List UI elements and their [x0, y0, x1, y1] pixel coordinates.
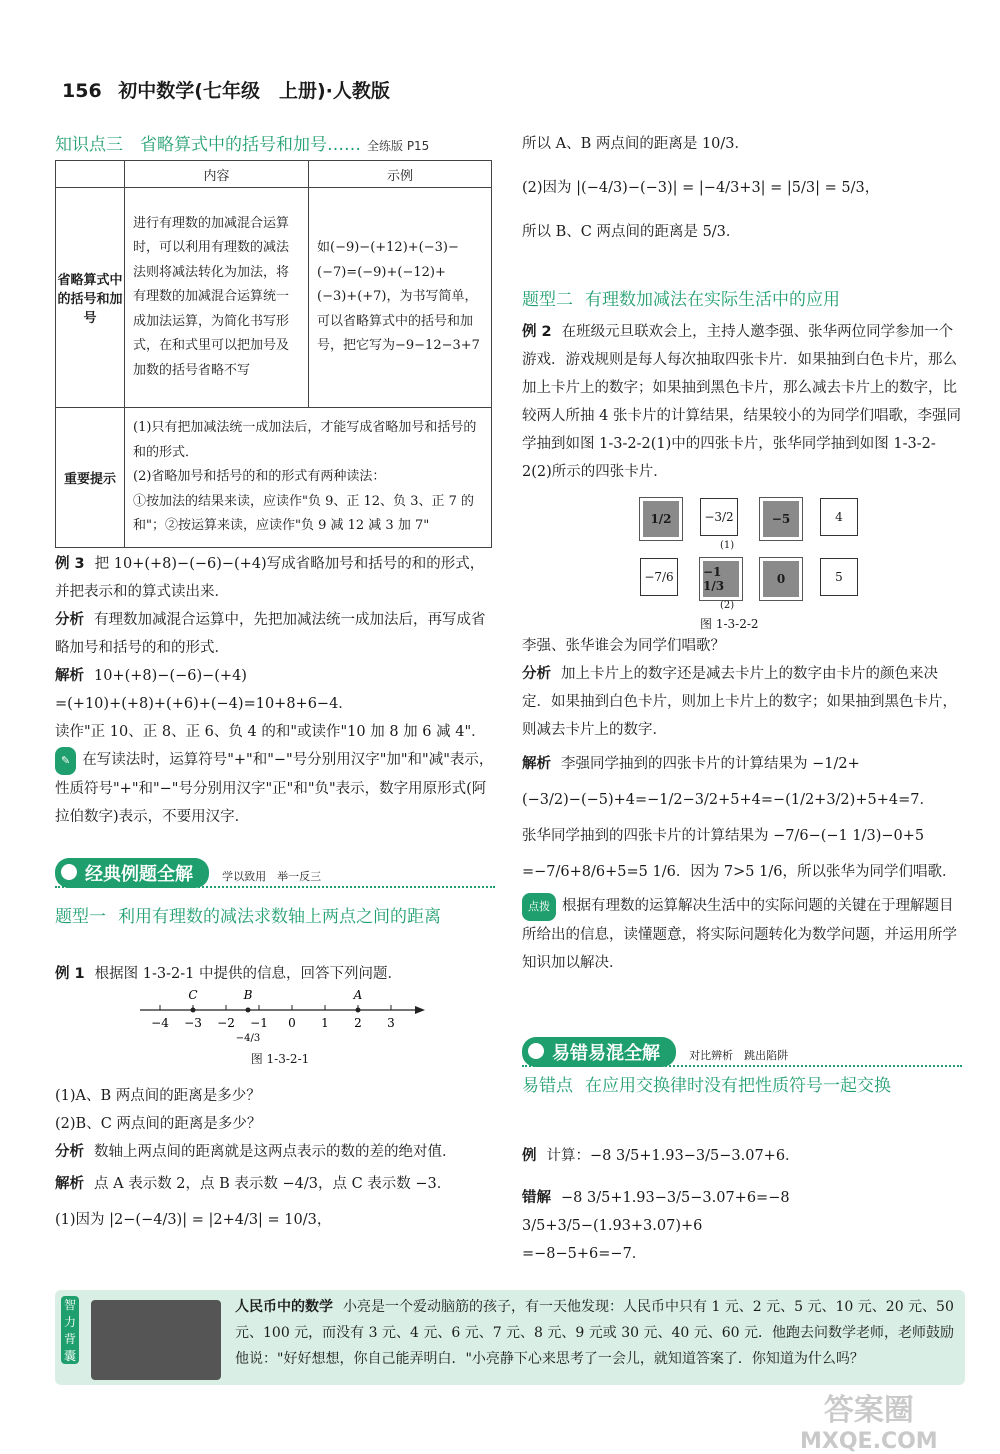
- example-1-continued: 所以 A、B 两点间的距离是 10/3． (2)因为 |(−4/3)−(−3)| = |−4/3+3| = |5/3| = 5/3， 所以 B、C 两点间的距离是 5/3．: [522, 136, 880, 240]
- fig2-caption: 图 1-3-2-2: [700, 617, 759, 631]
- type1-heading: 题型一 利用有理数的减法求数轴上两点之间的距离: [55, 907, 441, 927]
- row2-content: (1)只有把加减法统一成加法后，才能写成省略加号和括号的和的形式． (2)省略加号和括号的和的形式有两种读法： ①按加法的结果来读，应读作"负 9、正 12、负 3、正 7 的和"；②按运算来读，应读作"负 9 减 12 减 3 加 7": [125, 408, 492, 548]
- tick-label: −1: [250, 1016, 268, 1030]
- example-1-body: (1)A、B 两点间的距离是多少？ (2)B、C 两点间的距离是多少？ 分析 数轴上两点间的距离就是这两点表示的数的差的绝对值． 解析 点 A 表示数 2，点 B 表示数 −4/3，点 C 表示数 −3． (1)因为 |2−(−4/3)| = |2+4/3| = 10/3，: [55, 1088, 457, 1228]
- banner-common-errors: 易错易混全解 对比辨析 跳出陷阱: [522, 1037, 962, 1067]
- banner-classic-examples: 经典例题全解 学以致用 举一反三: [55, 858, 495, 888]
- white-card: −3/2: [700, 498, 738, 536]
- point-C: [191, 1008, 196, 1013]
- example-1: 例 1 根据图 1-3-2-1 中提供的信息，回答下列问题．: [55, 966, 402, 982]
- row1-example: 如(−9)−(+12)+(−3)−(−7)=(−9)+(−12)+(−3)+(+7)，为书写简单，可以省略算式中的括号和加号，把它写为−9−12−3+7: [309, 188, 492, 408]
- tick-label: −2: [217, 1016, 235, 1030]
- point-label: B: [243, 988, 253, 1002]
- watermark: 答案圈 MXQE.COM: [800, 1393, 938, 1454]
- card-sub1: (1): [720, 540, 735, 551]
- tip-icon: ✎: [55, 747, 76, 775]
- b-value-label: −4/3: [235, 1033, 261, 1044]
- tick-label: 2: [354, 1016, 362, 1030]
- row1-content: 进行有理数的加减混合运算时，可以利用有理数的减法法则将减法转化为加法，将有理数的加减混合运算统一成加法运算，为简化书写形式，在和式里可以把加号及加数的括号省略不写: [125, 188, 309, 408]
- error-example: 例 计算：−8 3/5+1.93−3/5−3.07+6． 错解 −8 3/5+1.93−3/5−3.07+6=−8 3/5+3/5−(1.93+3.07)+6 =−8−5+6=−7．: [522, 1148, 800, 1262]
- example-2: 例 2 在班级元旦联欢会上，主持人邀李强、张华两位同学参加一个游戏．游戏规则是每人每次抽取四张卡片．如果抽到白色卡片，那么加上卡片上的数字；如果抽到黑色卡片，那么减去卡片上的数字，比较两人所抽 4 张卡片的计算结果，结果较小的为同学们唱歌，李强同学抽到如图 1-3-2-2(1)中的四张卡片，张华同学抽到如图 1-3-2-2(2)所示的四张卡片．: [522, 324, 961, 480]
- tick-label: 3: [387, 1016, 395, 1030]
- black-card: −1 1/3: [700, 558, 742, 600]
- tick-label: −3: [184, 1016, 202, 1030]
- brain-pack-box: [55, 1290, 965, 1385]
- white-card: 5: [820, 558, 858, 596]
- error-heading: 易错点 在应用交换律时没有把性质符号一起交换: [522, 1076, 891, 1096]
- side-label: 智力背囊: [61, 1296, 79, 1364]
- row1-head: 省略算式中的括号和加号: [56, 188, 125, 408]
- book-title: 初中数学(七年级 上册)·人教版: [118, 80, 390, 102]
- tick-label: 0: [288, 1016, 296, 1030]
- black-card: 0: [760, 558, 802, 600]
- tick-label: −4: [151, 1016, 169, 1030]
- card-sub2: (2): [720, 600, 735, 611]
- fig1-caption: 图 1-3-2-1: [250, 1052, 310, 1066]
- page-number: 156: [62, 80, 102, 102]
- example-2-body: 李强、张华谁会为同学们唱歌？ 分析 加上卡片上的数字还是减去卡片上的数字由卡片的颜色来决定．如果抽到白色卡片，则加上卡片上的数字；如果抽到黑色卡片，则减去卡片上的数字． 解析 李强同学抽到的四张卡片的计算结果为 −1/2+ (−3/2)−(−5)+4=−1/2−3/2+5+4=−(1/2+3/2)+5+4=7． 张华同学抽到的四张卡片的计算结果为 −7/6−(−1 1/3)−0+5 =−7/6+8/6+5=5 1/6．因为 7>5 1/6，所以张华为同学们唱歌． 点拨 根据有理数的运算解决生活中的实际问题的关键在于理解题目所给出的信息，读懂题意，将实际问题转化为数学问题，并运用所学知识加以解决．: [522, 638, 957, 971]
- page-header: [62, 76, 390, 103]
- table-header-example: 示例: [309, 161, 492, 188]
- white-card: −7/6: [640, 558, 678, 596]
- point-B: [246, 1008, 251, 1013]
- tick-label: 1: [321, 1016, 329, 1030]
- row2-head: 重要提示: [56, 408, 125, 548]
- black-card: 1/2: [640, 498, 682, 540]
- number-line: [130, 985, 430, 1045]
- example-3: 例 3 把 10+(+8)−(−6)−(+4)写成省略加号和括号的和的形式，并把表示和的算式读出来． 分析 有理数加减混合运算中，先把加减法统一成加法后，再写成省略加号和括号的和的形式． 解析 10+(+8)−(−6)−(+4) =(+10)+(+8)+(+6)+(−4)=10+8+6−4． 读作"正 10、正 8、正 6、负 4 的和"或读作"10 加 8 加 6 减 4"． ✎ 在写读法时，运算符号"+"和"−"号分别用汉字"加"和"减"表示，性质符号"+"和"−"号分别用汉字"正"和"负"表示，数字用原形式(阿拉伯数字)表示，不要用汉字．: [55, 556, 494, 825]
- table-header-content: 内容: [125, 161, 309, 188]
- point-label: C: [188, 988, 198, 1002]
- type2-heading: 题型二 有理数加减法在实际生活中的应用: [522, 290, 840, 310]
- megaphone-icon: 易错易混全解: [522, 1037, 676, 1067]
- money-fan-image: [91, 1300, 221, 1380]
- white-card: 4: [820, 498, 858, 536]
- point-A: [356, 1008, 361, 1013]
- brain-pack-text: 人民币中的数学 小亮是一个爱动脑筋的孩子，有一天他发现：人民币中只有 1 元、2 元、5 元、10 元、20 元、50 元、100 元，而没有 3 元、4 元、6 元、7 元、8 元、9 元或 30 元、40 元、60 元．他跑去问数学老师，老师鼓励他说："好好想想，你自己能弄明白．"小亮静下心来思考了一会儿，就知道答案了．你知道为什么吗？: [235, 1299, 955, 1367]
- knowledge-table: [55, 160, 492, 548]
- table-corner: [56, 161, 125, 188]
- black-card: −5: [760, 498, 802, 540]
- kp3-title: 知识点三 省略算式中的括号和加号…… 全练版 P15: [55, 135, 430, 155]
- point-label: A: [353, 988, 363, 1002]
- megaphone-icon: 经典例题全解: [55, 858, 209, 888]
